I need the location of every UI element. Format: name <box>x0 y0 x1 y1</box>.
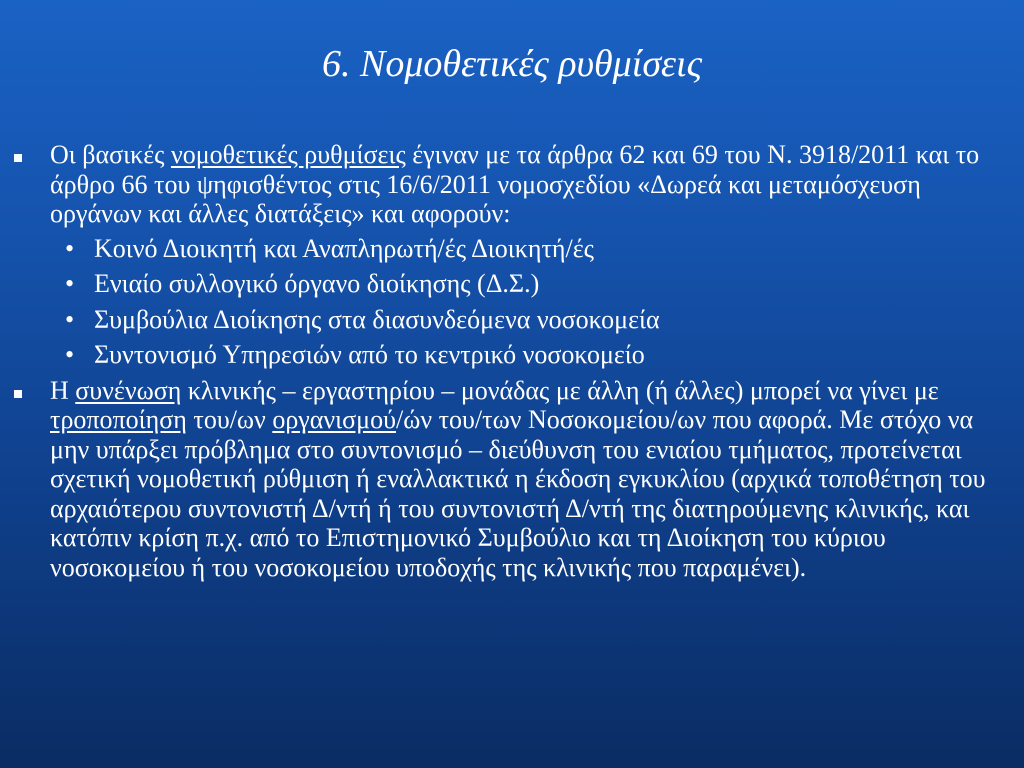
sub-item-text: Ενιαίο συλλογικό όργανο διοίκησης (Δ.Σ.) <box>94 269 540 298</box>
dot-bullet-icon: • <box>65 340 75 369</box>
dot-bullet-icon: • <box>65 269 75 298</box>
square-bullet-icon <box>14 154 22 162</box>
bullet-text: /ών του/των Νοσοκομείου/ων που αφορά. Με στόχο να μην υπάρξει πρόβλημα στο συντονισμό – διεύθυνση του ενιαίου τμήματος, προτείνεται σχετική νομοθετική ρύθμιση ή εναλλακτικά η έκδοση εγκυκλίου (αρχικά τοποθέτηση του αρχαιότερου συντονιστή Δ/ντή ή του συντονιστή Δ/ντή της διατηρούμενης κλινικής, και κατόπιν κρίση π.χ. από το Επιστημονικό Συμβούλιο και τη Διοίκηση του κύριου νοσοκομείου ή του νοσοκομείου υποδοχής της κλινικής που παραμένει). <box>50 405 986 582</box>
bullet-legislation <box>14 140 1004 229</box>
underlined-term: οργανισμού <box>272 405 396 434</box>
dot-bullet-icon: • <box>65 233 75 263</box>
bullet-merger <box>14 376 1004 583</box>
slide-title: 6. Νομοθετικές ρυθμίσεις <box>321 43 703 85</box>
sub-item <box>14 234 1004 264</box>
underlined-term: νομοθετικές ρυθμίσεις <box>170 140 406 169</box>
bullet-text: Οι βασικές <box>50 140 171 169</box>
sub-item-text: Κοινό Διοικητή και Αναπληρωτή/ές Διοικητή/ές <box>94 233 594 263</box>
slide-content <box>14 140 1004 584</box>
square-bullet-icon <box>14 390 22 398</box>
sub-item-text: Συμβούλια Διοίκησης στα διασυνδεόμενα νοσοκομεία <box>94 304 660 334</box>
dot-bullet-icon: • <box>65 304 75 334</box>
sub-item <box>14 269 1004 299</box>
underlined-term: συνένωση <box>75 375 182 405</box>
bullet-text: Η <box>50 375 76 405</box>
sub-item-text: Συντονισμό Υπηρεσιών από το κεντρικό νοσοκομείο <box>94 340 645 369</box>
sub-item <box>14 340 1004 370</box>
bullet-text: έγιναν με τα άρθρα 62 και 69 του Ν. 3918/2011 και το άρθρο 66 του ψηφισθέντος στις 16/6/2011 νομοσχεδίου «Δωρεά και μεταμόσχευση οργάνων και άλλες διατάξεις» και αφορούν: <box>50 140 980 228</box>
underlined-term: τροποποίηση <box>50 405 187 434</box>
bullet-text: κλινικής – εργαστηρίου – μονάδας με άλλη (ή άλλες) μπορεί να γίνει με <box>181 375 939 405</box>
sub-item <box>14 305 1004 335</box>
bullet-text: του/ων <box>186 405 273 434</box>
